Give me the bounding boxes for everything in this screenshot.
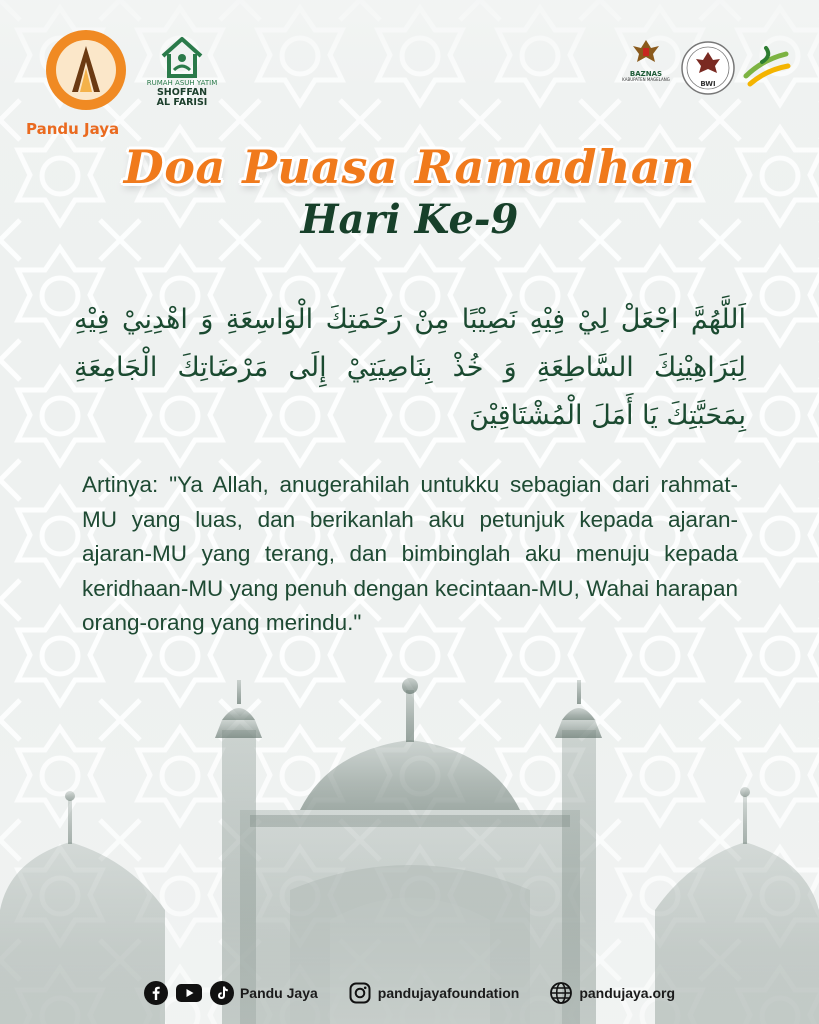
bwi-logo (680, 40, 736, 96)
garuda-emblem-icon (631, 38, 661, 64)
social-group (144, 981, 318, 1005)
page-title: Doa Puasa Ramadhan (123, 140, 696, 194)
instagram-group (348, 981, 520, 1005)
footer (0, 976, 819, 1010)
ray-subtitle: RUMAH ASUH YATIM (146, 79, 218, 87)
page-subtitle: Hari Ke-9 (300, 196, 519, 243)
mosque-illustration (0, 660, 819, 1024)
brand-name: Pandu Jaya (26, 120, 120, 138)
rumah-asuh-yatim-logo (138, 36, 226, 108)
website-link[interactable]: pandujaya.org (579, 985, 676, 1001)
wave-logo (740, 40, 792, 92)
house-icon (159, 36, 205, 78)
website-group (549, 981, 675, 1005)
ray-name-line1: SHOFFAN (156, 86, 208, 98)
youtube-icon[interactable] (174, 981, 204, 1005)
instagram-handle[interactable]: pandujayafoundation (377, 985, 520, 1001)
prayer-translation: Artinya: "Ya Allah, anugerahilah untukku sebagian dari rahmat-MU yang luas, dan berikanlah aku petunjuk kepada ajaran- ajaran-MU yang terang, dan bimbinglah aku menuju kepada keridhaan-MU yang penuh dengan kecintaan-MU, Wahai harapan orang-orang yang merindu." (82, 472, 738, 635)
baznas-subtitle: KABUPATEN MAGELANG (622, 77, 670, 82)
globe-icon[interactable] (549, 981, 573, 1005)
baznas-title: BAZNAS (629, 70, 663, 78)
facebook-icon[interactable] (144, 981, 168, 1005)
prayer-arabic-text: اَللَّهُمَّ اجْعَلْ لِيْ فِيْهِ نَصِيْبًا مِنْ رَحْمَتِكَ الْوَاسِعَةِ وَ اهْدِنِيْ فِيْهِ لِبَرَاهِيْنِكَ السَّاطِعَةِ وَ خُذْ بِنَاصِيَتِيْ إِلَى مَرْضَاتِكَ الْجَامِعَةِ بِمَحَبَّتِكَ يَا أَمَلَ الْمُشْتَاقِيْنَ (74, 304, 746, 431)
baznas-logo (618, 38, 674, 83)
instagram-icon[interactable] (348, 981, 372, 1005)
bwi-text: BWI (700, 80, 716, 88)
ray-name-line2: AL FARISI (156, 96, 208, 108)
pandu-jaya-logo (44, 28, 128, 112)
social-handle[interactable]: Pandu Jaya (239, 985, 318, 1001)
tiktok-icon[interactable] (210, 981, 234, 1005)
